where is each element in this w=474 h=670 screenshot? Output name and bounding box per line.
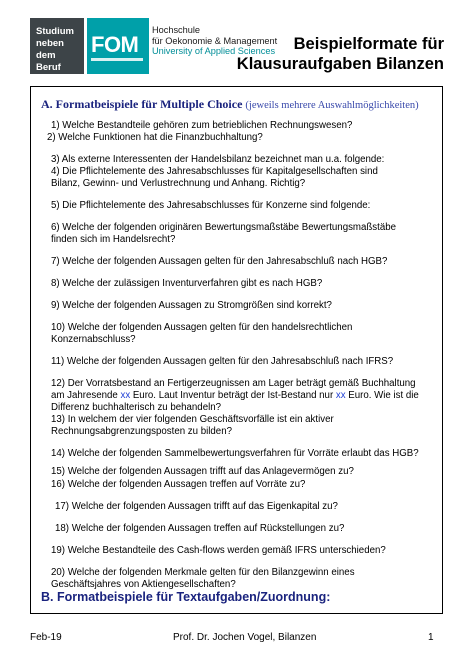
question-1: 1) Welche Bestandteile gehören zum betrieblichen Rechnungswesen? bbox=[51, 120, 353, 131]
question-20-line-2: Geschäftsjahres von Aktiengesellschaften? bbox=[51, 579, 236, 590]
fom-logo-bar bbox=[91, 58, 143, 61]
section-b-heading: B. Formatbeispiele für Textaufgaben/Zuordnung: bbox=[41, 590, 331, 604]
question-10-line-2: Konzernabschluss? bbox=[51, 334, 136, 345]
question-12-line-3: Differenz buchhalterisch zu behandeln? bbox=[51, 402, 222, 413]
question-16: 16) Welche der folgenden Aussagen treffen auf Vorräte zu? bbox=[51, 479, 306, 490]
footer-page-number: 1 bbox=[428, 632, 434, 643]
question-7: 7) Welche der folgenden Aussagen gelten für den Jahresabschluß nach HGB? bbox=[51, 256, 388, 267]
section-a-note: (jeweils mehrere Auswahlmöglichkeiten) bbox=[245, 100, 419, 111]
question-12-text-c: Euro. Wie ist die bbox=[345, 390, 419, 401]
question-15: 15) Welche der folgenden Aussagen trifft auf das Anlagevermögen zu? bbox=[51, 466, 354, 477]
question-2: 2) Welche Funktionen hat die Finanzbuchhaltung? bbox=[47, 132, 263, 143]
question-8: 8) Welche der zulässigen Inventurverfahren gibt es nach HGB? bbox=[51, 278, 323, 289]
study-logo-box bbox=[30, 18, 84, 74]
question-13-line-1: 13) In welchem der vier folgenden Geschäftsvorfälle ist ein aktiver bbox=[51, 414, 334, 425]
question-19: 19) Welche Bestandteile des Cash-flows werden gemäß IFRS unterschieden? bbox=[51, 545, 386, 556]
question-17: 17) Welche der folgenden Aussagen trifft auf das Eigenkapital zu? bbox=[55, 501, 338, 512]
question-12-text-b: Euro. Laut Inventur beträgt der Ist-Bestand nur bbox=[130, 390, 336, 401]
question-12-line-1: 12) Der Vorratsbestand an Fertigerzeugnissen am Lager beträgt gemäß Buchhaltung bbox=[51, 378, 416, 389]
fom-logo bbox=[87, 18, 149, 74]
document-title-line-1: Beispielformate für bbox=[293, 35, 444, 53]
amount-placeholder-2: xx bbox=[335, 390, 346, 401]
question-4-line-2: Bilanz, Gewinn- und Verlustrechnung und Anhang. Richtig? bbox=[51, 178, 306, 189]
fom-logo-text: FOM bbox=[91, 32, 139, 57]
question-11: 11) Welche der folgenden Aussagen gelten für den Jahresabschluß nach IFRS? bbox=[51, 356, 394, 367]
content-box bbox=[30, 86, 443, 614]
footer-date: Feb-19 bbox=[30, 632, 62, 643]
question-12-line-2 bbox=[51, 390, 419, 402]
amount-placeholder-1: xx bbox=[120, 390, 131, 401]
question-10-line-1: 10) Welche der folgenden Aussagen gelten für den handelsrechtlichen bbox=[51, 322, 353, 333]
question-3-line-1: 3) Als externe Interessenten der Handelsbilanz bezeichnet man u.a. folgende: bbox=[51, 154, 385, 165]
question-6-line-2: finden sich im Handelsrecht? bbox=[51, 234, 176, 245]
section-a-heading bbox=[41, 97, 419, 112]
document-title-line-2: Klausuraufgaben Bilanzen bbox=[236, 55, 444, 73]
question-20-line-1: 20) Welche der folgenden Merkmale gelten für den Bilanzgewinn eines bbox=[51, 567, 355, 578]
school-line-2: für Oekonomie & Management bbox=[152, 35, 278, 46]
section-a-title: A. Formatbeispiele für Multiple Choice bbox=[41, 97, 243, 111]
question-12-text-a: am Jahresende bbox=[51, 390, 121, 401]
school-line-1: Hochschule bbox=[152, 25, 201, 35]
school-line-3: University of Applied Sciences bbox=[152, 46, 276, 56]
question-5: 5) Die Pflichtelemente des Jahresabschlusses für Konzerne sind folgende: bbox=[51, 200, 371, 211]
footer-author: Prof. Dr. Jochen Vogel, Bilanzen bbox=[173, 632, 317, 643]
document-title bbox=[237, 34, 444, 74]
question-9: 9) Welche der folgenden Aussagen zu Stromgrößen sind korrekt? bbox=[51, 300, 332, 311]
question-14: 14) Welche der folgenden Sammelbewertungsverfahren für Vorräte erlaubt das HGB? bbox=[51, 448, 419, 459]
study-logo-text: Studium neben dem Beruf bbox=[36, 26, 74, 73]
question-4-line-1: 4) Die Pflichtelemente des Jahresabschlusses für Kapitalgesellschaften sind bbox=[51, 166, 378, 177]
page-header bbox=[0, 0, 474, 88]
question-13-line-2: Rechnungsabgrenzungsposten zu bilden? bbox=[51, 426, 232, 437]
question-18: 18) Welche der folgenden Aussagen treffen auf Rückstellungen zu? bbox=[55, 523, 345, 534]
question-6-line-1: 6) Welche der folgenden originären Bewertungsmaßstäbe Bewertungsmaßstäbe bbox=[51, 222, 396, 233]
